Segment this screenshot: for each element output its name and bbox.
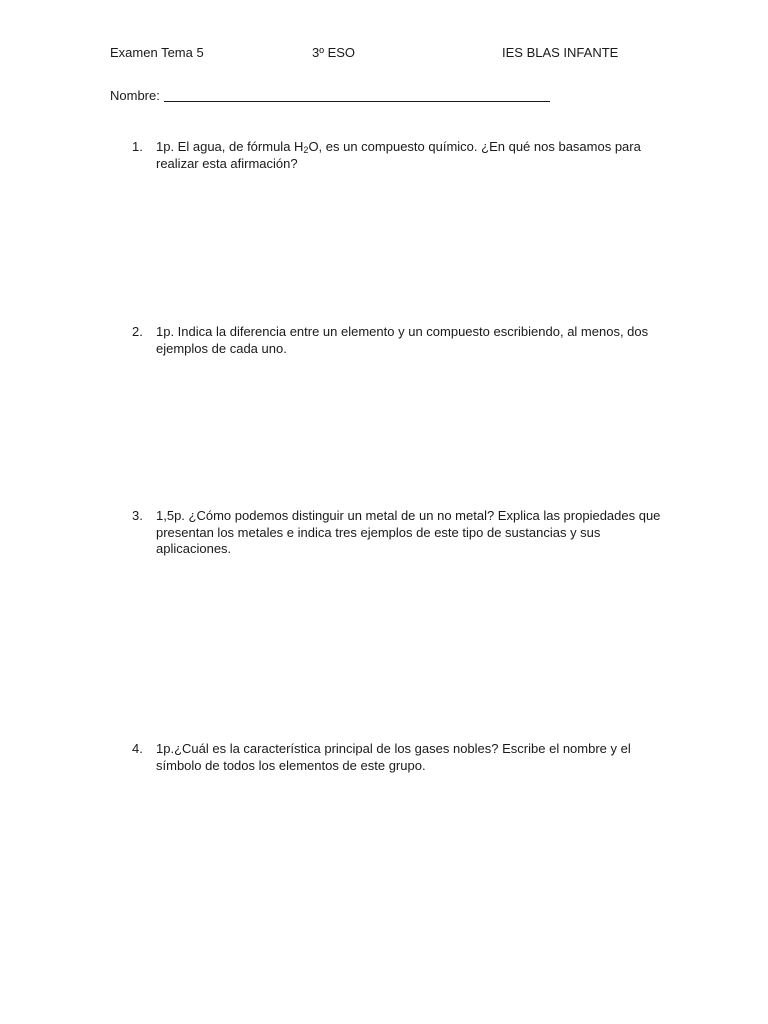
question-3 <box>132 508 662 558</box>
exam-title: Examen Tema 5 <box>110 45 204 60</box>
question-number: 4. <box>132 741 143 756</box>
question-text: 1p. Indica la diferencia entre un elemento y un compuesto escribiendo, al menos, dos ejemplos de cada uno. <box>156 324 649 356</box>
name-field <box>110 87 550 103</box>
question-2 <box>132 324 662 357</box>
school-name: IES BLAS INFANTE <box>502 45 619 60</box>
question-text: 1,5p. ¿Cómo podemos distinguir un metal de un no metal? Explica las propiedades que presentan los metales e indica tres ejemplos de este tipo de sustancias y sus aplicaciones. <box>156 508 661 556</box>
question-text <box>156 139 662 172</box>
question-4 <box>132 741 662 774</box>
question-text-part: 1p. El agua, de fórmula H <box>156 139 304 154</box>
formula-subscript: 2 <box>303 145 309 155</box>
course-level: 3º ESO <box>312 45 356 60</box>
question-number: 2. <box>132 324 143 339</box>
name-label: Nombre: <box>110 88 160 103</box>
question-text-part: O, es un compuesto químico. ¿En qué nos basamos para realizar esta afirmación? <box>156 139 641 171</box>
question-1 <box>132 139 662 172</box>
question-number: 3. <box>132 508 143 523</box>
name-answer-line <box>164 89 550 102</box>
question-text: 1p.¿Cuál es la característica principal de los gases nobles? Escribe el nombre y el símbolo de todos los elementos de este grupo. <box>156 741 631 773</box>
question-number: 1. <box>132 139 143 154</box>
